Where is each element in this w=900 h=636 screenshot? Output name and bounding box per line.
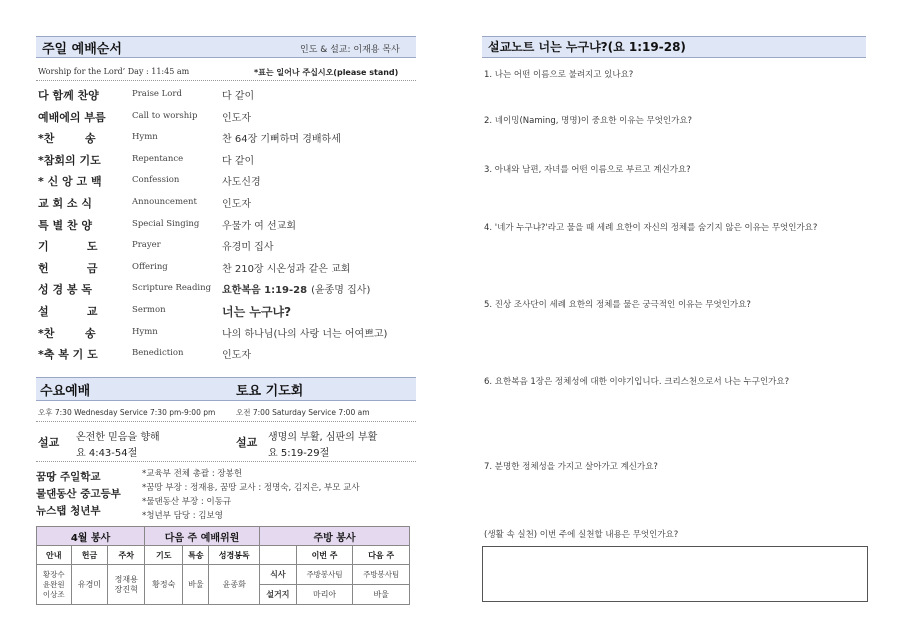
- wednesday-sermon-title: 온전한 믿음을 향해: [76, 432, 160, 443]
- worship-item-name: 설 교: [38, 305, 98, 318]
- col-header: 헌금: [71, 546, 108, 565]
- worship-item: [38, 260, 418, 280]
- worship-item-english: Hymn: [132, 326, 158, 337]
- worship-item: [38, 303, 418, 323]
- practice-prompt: (생활 속 실천) 이번 주에 실천할 내용은 무엇인가요?: [484, 530, 679, 540]
- worship-item: [38, 238, 418, 258]
- worship-item-detail: 인도자: [222, 199, 251, 210]
- table-cell: 유경미: [71, 565, 108, 605]
- worship-item-name: * 신 앙 고 백: [38, 175, 102, 189]
- table-cell: 윤종화: [209, 565, 260, 605]
- worship-item-name: *축 복 기 도: [38, 348, 98, 362]
- scripture-reader: (윤종명 집사): [311, 285, 371, 297]
- worship-item-name: *찬 송: [38, 326, 96, 340]
- dept-info: *꿈땅 부장 : 정재용, 꿈땅 교사 : 정명숙, 김지은, 부모 교사: [142, 483, 360, 493]
- wednesday-time: 오후 7:30 Wednesday Service 7:30 pm-9:00 pm: [38, 408, 216, 417]
- table-cell: 식사: [260, 565, 297, 585]
- duty-table: [36, 526, 410, 605]
- worship-item-english: Sermon: [132, 305, 166, 315]
- worship-item-english: Hymn: [132, 132, 158, 143]
- worship-time: Worship for the Lord’ Day : 11:45 am: [38, 67, 190, 76]
- table-cell: 바울: [353, 585, 410, 605]
- dept-info: *물댄동산 부장 : 이동규: [142, 497, 232, 507]
- worship-item-english: Scripture Reading: [132, 283, 212, 294]
- wednesday-sermon-label: 설교: [38, 436, 60, 449]
- worship-item-english: Repentance: [132, 153, 184, 164]
- scripture-reference: 요한복음 1:19-28: [222, 285, 308, 297]
- saturday-sermon-title: 생명의 부활, 심판의 부활: [268, 432, 378, 443]
- divider: [36, 461, 416, 462]
- worship-item-detail: 너는 누구냐?: [222, 305, 292, 319]
- worship-item-english: Benediction: [132, 348, 184, 359]
- col-header: 특송: [183, 546, 209, 565]
- notes-title: 설교노트 너는 누구냐?(요 1:19-28): [488, 40, 686, 54]
- worship-item-english: Offering: [132, 261, 168, 272]
- saturday-sermon-label: 설교: [236, 436, 258, 449]
- question-6: 6. 요한복음 1장은 정체성에 대한 이야기입니다. 크리스천으로서 나는 누구인가요?: [484, 377, 790, 387]
- saturday-title: 토요 기도회: [236, 384, 304, 399]
- worship-item: [38, 152, 418, 172]
- worship-item-english: Confession: [132, 175, 180, 186]
- worship-title: 주일 예배순서: [42, 42, 122, 57]
- worship-item: [38, 281, 418, 301]
- worship-item: [38, 346, 418, 366]
- services-header-band: [36, 377, 416, 401]
- col-header: 주차: [108, 546, 145, 565]
- worship-item-detail: 유경미 집사: [222, 242, 274, 254]
- worship-item-detail: [222, 281, 370, 296]
- group-next-week: 다음 주 예배위원: [145, 527, 260, 546]
- worship-item-english: Prayer: [132, 240, 161, 251]
- worship-item-name: *참회의 기도: [38, 153, 101, 167]
- wednesday-sermon-text: 요 4:43-54절: [76, 448, 138, 459]
- col-header: 이번 주: [296, 546, 353, 565]
- table-cell: 주방봉사팀: [296, 565, 353, 585]
- table-cell: 바울: [183, 565, 209, 605]
- group-april: 4월 봉사: [37, 527, 145, 546]
- worship-item: [38, 173, 418, 193]
- worship-item: [38, 109, 418, 129]
- worship-item: [38, 130, 418, 150]
- worship-item-detail: 사도신경: [222, 177, 261, 189]
- table-cell: 주방봉사팀: [353, 565, 410, 585]
- worship-item-detail: 찬 210장 시온성과 같은 교회: [222, 263, 351, 275]
- dept-youth: 물댄동산 중고등부: [36, 488, 121, 500]
- question-3: 3. 아내와 남편, 자녀를 어떤 이름으로 부르고 계신가요?: [484, 165, 691, 175]
- worship-item: [38, 325, 418, 345]
- worship-item-detail: 찬 64장 기뻐하며 경배하세: [222, 134, 341, 146]
- worship-item-name: 교 회 소 식: [38, 197, 92, 210]
- group-kitchen: 주방 봉사: [260, 527, 410, 546]
- table-cell: 황정숙: [145, 565, 183, 605]
- worship-item-english: Praise Lord: [132, 89, 182, 99]
- col-header: 성경봉독: [209, 546, 260, 565]
- worship-item: [38, 217, 418, 237]
- col-header: 다음 주: [353, 546, 410, 565]
- divider: [36, 421, 416, 422]
- col-header: 안내: [37, 546, 72, 565]
- worship-item-detail: 나의 하나님(나의 사랑 너는 어여쁘고): [222, 328, 388, 340]
- worship-item-english: Announcement: [132, 197, 197, 207]
- table-cell: 황장수 윤완원 이상조: [37, 565, 72, 605]
- worship-item-detail: 인도자: [222, 350, 251, 362]
- question-5: 5. 진상 조사단이 세례 요한의 정체를 물은 궁극적인 이유는 무엇인가요?: [484, 300, 751, 310]
- dept-info: *청년부 담당 : 김보영: [142, 511, 223, 521]
- worship-item-name: 기 도: [38, 240, 98, 254]
- stand-note: *표는 일어나 주십시오(please stand): [254, 68, 399, 77]
- worship-item-name: 성 경 봉 독: [38, 283, 92, 297]
- worship-item-name: 다 함께 찬양: [38, 89, 99, 102]
- worship-item-name: 헌 금: [38, 261, 98, 275]
- question-2: 2. 네이밍(Naming, 명명)이 중요한 이유는 무엇인가요?: [484, 116, 693, 126]
- worship-item-detail: 다 같이: [222, 91, 255, 102]
- saturday-time: 오전 7:00 Saturday Service 7:00 am: [236, 408, 370, 417]
- worship-item-english: Special Singing: [132, 218, 200, 229]
- practice-answer-box[interactable]: [482, 546, 868, 602]
- worship-item: [38, 87, 418, 107]
- table-cell: 설거지: [260, 585, 297, 605]
- worship-item: [38, 195, 418, 215]
- worship-leaders: 인도 & 설교: 이재용 목사: [300, 45, 400, 55]
- table-cell: 정재용 장진혁: [108, 565, 145, 605]
- col-header: 기도: [145, 546, 183, 565]
- col-header: [260, 546, 297, 565]
- dept-young-adults: 뉴스탭 청년부: [36, 505, 101, 517]
- worship-item-detail: 다 같이: [222, 155, 255, 167]
- divider: [36, 80, 416, 81]
- wednesday-title: 수요예배: [40, 384, 91, 399]
- worship-item-english: Call to worship: [132, 110, 198, 121]
- question-7: 7. 분명한 정체성을 가지고 살아가고 계신가요?: [484, 462, 658, 472]
- question-4: 4. '네가 누구냐?'라고 물을 때 세례 요한이 자신의 정체를 숨기지 않은 이유는 무엇인가요?: [484, 223, 818, 233]
- dept-info: *교육부 전체 총괄 : 장봉헌: [142, 469, 243, 479]
- worship-item-name: 예배에의 부름: [38, 110, 106, 124]
- question-1: 1. 나는 어떤 이름으로 불려지고 있나요?: [484, 70, 634, 80]
- worship-item-name: *찬 송: [38, 132, 96, 146]
- worship-item-name: 특 별 찬 양: [38, 218, 92, 232]
- saturday-sermon-text: 요 5:19-29절: [268, 448, 330, 459]
- worship-item-detail: 인도자: [222, 112, 251, 124]
- dept-sunday-school: 꿈땅 주일학교: [36, 471, 101, 483]
- worship-item-detail: 우물가 여 선교회: [222, 220, 296, 232]
- table-cell: 마리아: [296, 585, 353, 605]
